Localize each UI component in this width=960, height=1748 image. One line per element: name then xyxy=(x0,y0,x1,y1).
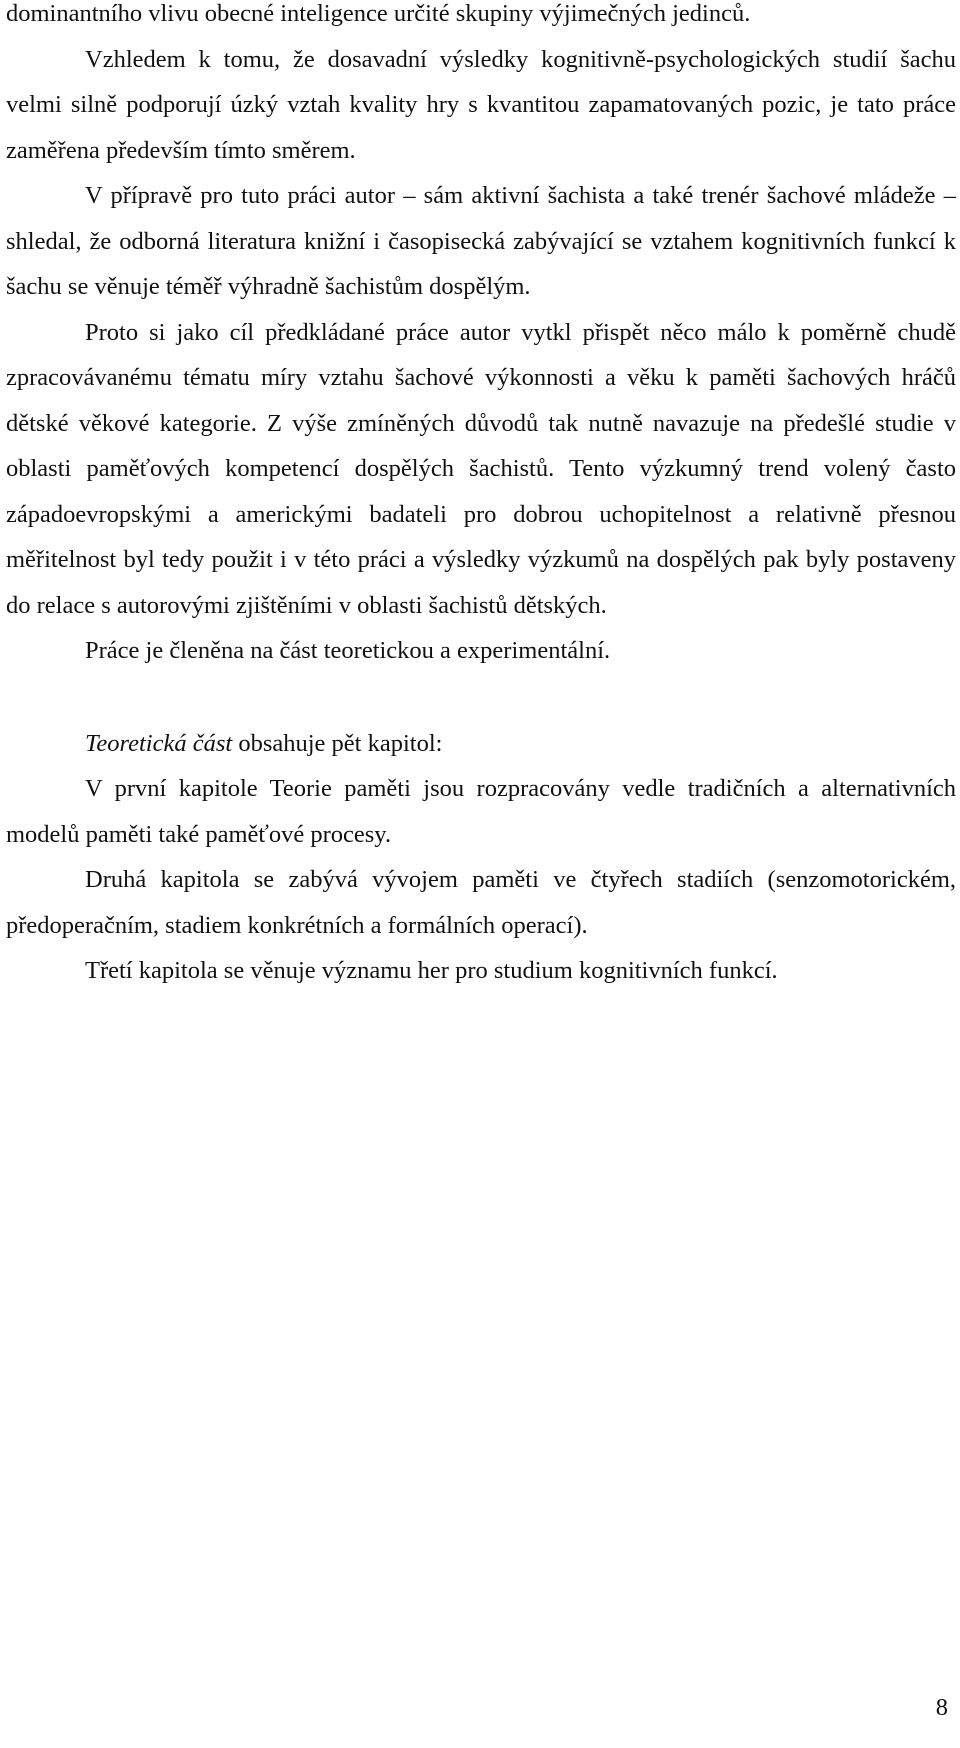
document-body xyxy=(6,0,956,994)
paragraph-thesis-goal: Proto si jako cíl předkládané práce autor vytkl přispět něco málo k poměrně chudě zpracovávanému tématu míry vztahu šachové výkonnosti a věku k paměti šachových hráčů dětské věkové kategorie. Z výše zmíněných důvodů tak nutně navazuje na předešlé studie v oblasti paměťových kompetencí dospělých šachistů. Tento výzkumný trend volený často západoevropskými a americkými badateli pro dobrou uchopitelnost a relativně přesnou měřitelnost byl tedy použit i v této práci a výsledky výzkumů na dospělých pak byly postaveny do relace s autorovými zjištěními v oblasti šachistů dětských. xyxy=(6,318,956,619)
chapter-2-summary: Druhá kapitola se zabývá vývojem paměti ve čtyřech stadiích (senzomotorickém, předoperačním, stadiem konkrétních a formálních operací). xyxy=(6,866,956,939)
document-page xyxy=(6,0,956,1748)
chapter-1-summary: V první kapitole Teorie paměti jsou rozpracovány vedle tradičních a alternativních modelů paměti také paměťové procesy. xyxy=(6,775,956,848)
paragraph-author-preparation: V přípravě pro tuto práci autor – sám aktivní šachista a také trenér šachové mládeže – shledal, že odborná literatura knižní i časopisecká zabývající se vztahem kognitivních funkcí k šachu se věnuje téměř výhradně šachistům dospělým. xyxy=(6,182,956,300)
theory-section-title: Teoretická část xyxy=(85,729,233,757)
chapter-3-summary: Třetí kapitola se věnuje významu her pro studium kognitivních funkcí. xyxy=(85,957,778,984)
theory-section-intro xyxy=(6,721,956,767)
theory-section-text: obsahuje pět kapitol: xyxy=(232,729,443,757)
paragraph-structure: Práce je členěna na část teoretickou a experimentální. xyxy=(85,637,611,664)
page-number: 8 xyxy=(935,1694,948,1721)
paragraph-research-focus: Vzhledem k tomu, že dosavadní výsledky kognitivně-psychologických studií šachu velmi silně podporují úzký vztah kvality hry s kvantitou zapamatovaných pozic, je tato práce zaměřena především tímto směrem. xyxy=(6,45,956,164)
paragraph-continuation: dominantního vlivu obecné inteligence určité skupiny výjimečných jedinců. xyxy=(6,0,751,27)
